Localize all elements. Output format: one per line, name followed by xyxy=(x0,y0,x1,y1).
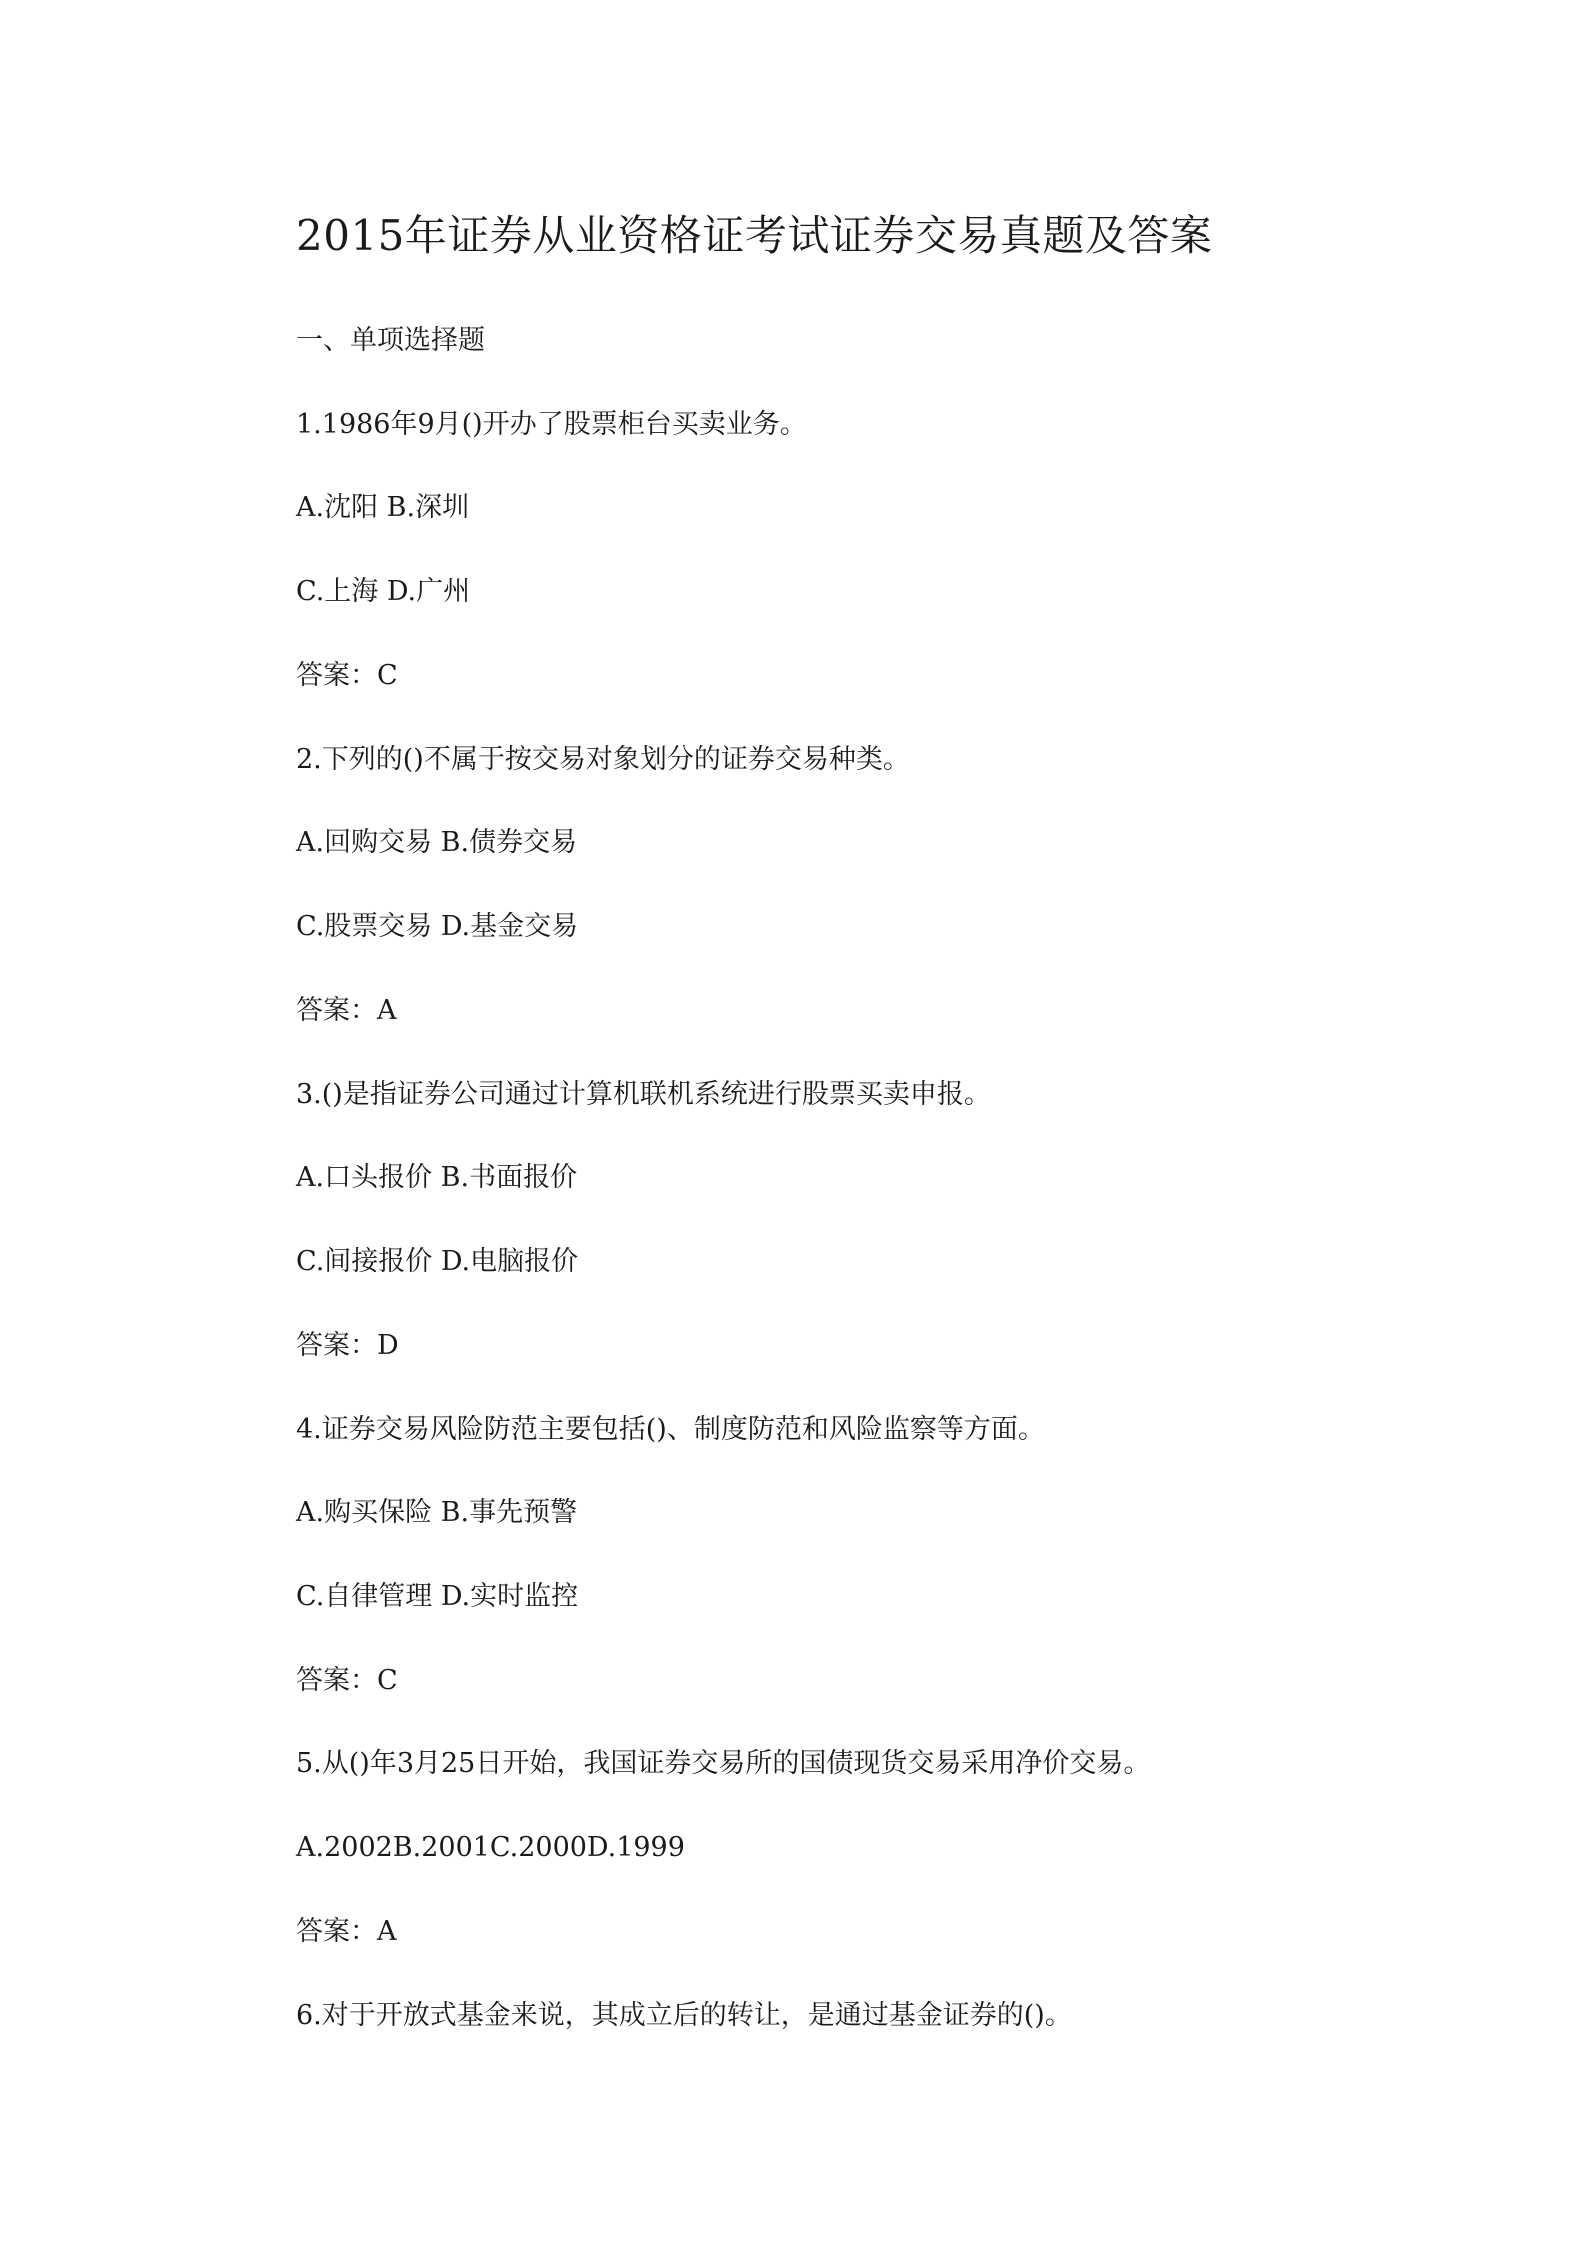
question-3: 3.()是指证券公司通过计算机联机系统进行股票买卖申报。 xyxy=(296,1079,991,1110)
question-4-options-cd: C.自律管理 D.实时监控 xyxy=(296,1581,579,1612)
question-3-options-ab: A.口头报价 B.书面报价 xyxy=(296,1162,578,1193)
question-3-options-cd: C.间接报价 D.电脑报价 xyxy=(296,1246,579,1277)
question-2: 2.下列的()不属于按交易对象划分的证券交易种类。 xyxy=(296,744,910,775)
section-heading: 一、单项选择题 xyxy=(296,325,485,356)
question-3-answer: 答案：D xyxy=(296,1330,399,1361)
question-4-answer: 答案：C xyxy=(296,1665,398,1696)
question-5: 5.从()年3月25日开始，我国证券交易所的国债现货交易采用净价交易。 xyxy=(296,1748,1151,1779)
question-6: 6.对于开放式基金来说，其成立后的转让，是通过基金证券的()。 xyxy=(296,2000,1072,2031)
question-5-options: A.2002B.2001C.2000D.1999 xyxy=(296,1832,685,1863)
question-1-options-cd: C.上海 D.广州 xyxy=(296,576,471,607)
document-title: 2015年证券从业资格证考试证券交易真题及答案 xyxy=(296,211,1213,260)
question-1-options-ab: A.沈阳 B.深圳 xyxy=(296,492,470,523)
question-5-answer: 答案：A xyxy=(296,1916,397,1947)
question-4: 4.证券交易风险防范主要包括()、制度防范和风险监察等方面。 xyxy=(296,1414,1045,1445)
question-2-answer: 答案：A xyxy=(296,995,397,1026)
question-1-answer: 答案：C xyxy=(296,660,398,691)
question-2-options-ab: A.回购交易 B.债券交易 xyxy=(296,827,578,858)
question-4-options-ab: A.购买保险 B.事先预警 xyxy=(296,1497,578,1528)
question-2-options-cd: C.股票交易 D.基金交易 xyxy=(296,911,579,942)
question-1: 1.1986年9月()开办了股票柜台买卖业务。 xyxy=(296,409,807,440)
